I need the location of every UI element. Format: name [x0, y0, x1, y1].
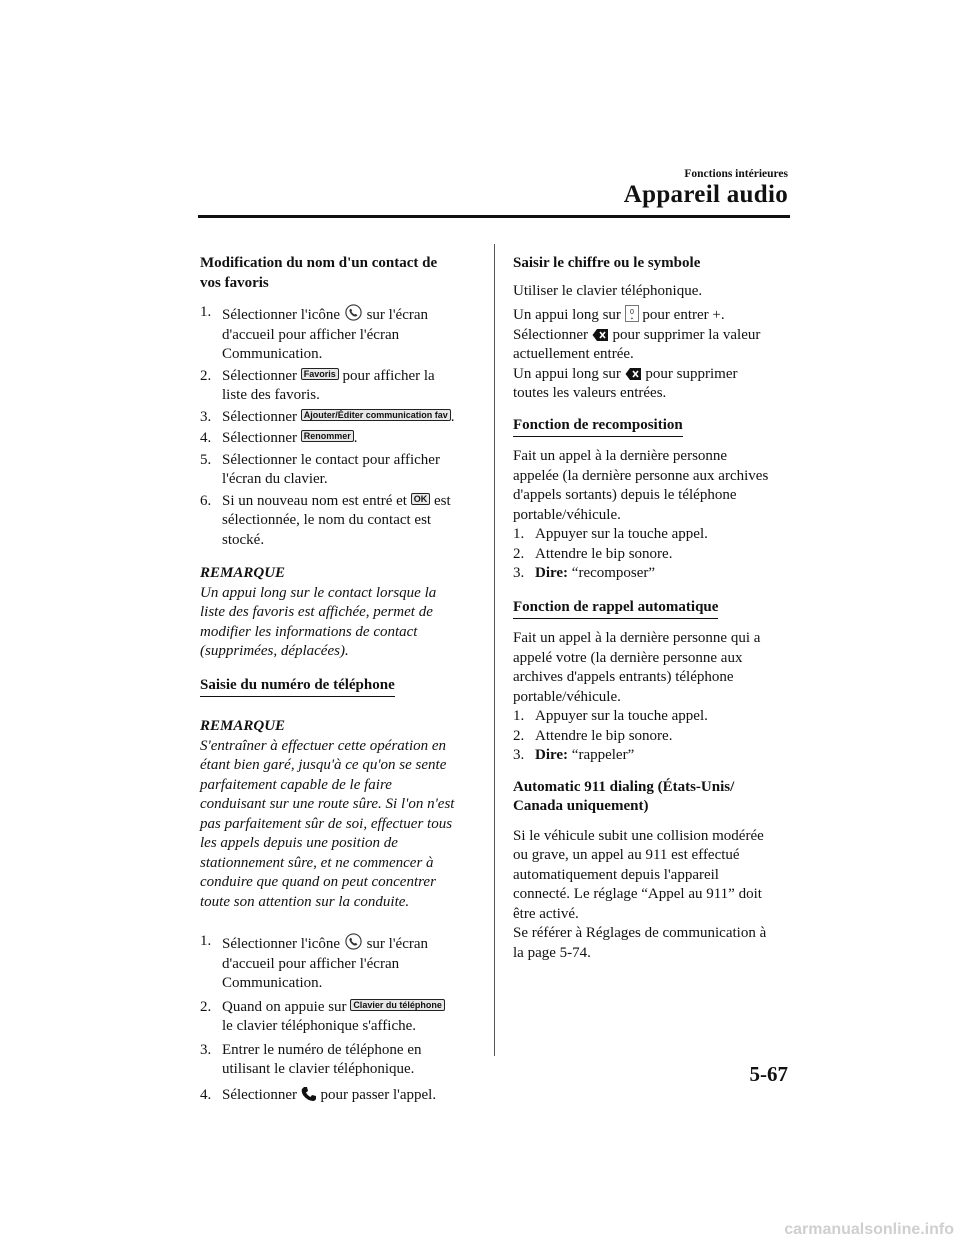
heading-auto-callback: Fonction de rappel automatique: [513, 598, 718, 620]
zero-key-icon: [625, 305, 639, 322]
note-title: REMARQUE: [200, 718, 286, 734]
ok-button[interactable]: OK: [411, 493, 431, 505]
heading-911-dialing: Automatic 911 dialing (États-Unis/ Canada uniquement): [513, 778, 735, 814]
step-2: 2. Sélectionner Favoris pour afficher la liste des favoris.: [200, 367, 435, 403]
left-column: [200, 254, 480, 1105]
column-divider: [494, 244, 495, 1056]
favoris-button[interactable]: Favoris: [301, 368, 339, 380]
add-edit-favorite-button[interactable]: Ajouter/Éditer communication fav: [301, 409, 451, 421]
step-1: 1. Sélectionner l'icône sur l'écran d'accueil pour afficher l'écran Communication.: [200, 304, 428, 362]
step-3: 3. Sélectionner Ajouter/Éditer communication fav .: [200, 408, 455, 425]
paragraph: Si le véhicule subit une collision modérée ou grave, un appel au 911 est effectué automatiquement depuis l'appareil connecté. Le réglage “Appel au 911” doit être activé. Se référer à Réglages de communication à la page 5-74.: [513, 827, 767, 961]
step-3: 3. Entrer le numéro de téléphone en utilisant le clavier téléphonique.: [200, 1041, 422, 1077]
page-number: 5-67: [749, 1062, 788, 1086]
step-6: 6. Si un nouveau nom est entré et OK est sélectionnée, le nom du contact est stocké.: [200, 492, 451, 548]
step-2: 2. Attendre le bip sonore.: [513, 727, 673, 744]
step-1: 1. Appuyer sur la touche appel.: [513, 526, 708, 542]
note-title: REMARQUE: [200, 565, 286, 581]
svg-text:+: +: [630, 316, 634, 322]
heading-rename-favorite: Modification du nom d'un contact de vos favoris: [200, 255, 438, 291]
step-1: 1. Appuyer sur la touche appel.: [513, 708, 708, 724]
communication-icon: [344, 303, 363, 322]
step-5: 5. Sélectionner le contact pour afficher l'écran du clavier.: [200, 451, 440, 487]
header-rule: [198, 215, 790, 218]
rename-button[interactable]: Renommer: [301, 430, 354, 442]
step-4: 4. Sélectionner Renommer .: [200, 430, 358, 446]
svg-text:0: 0: [629, 309, 634, 316]
step-2: 2. Attendre le bip sonore.: [513, 545, 673, 562]
communication-icon: [344, 932, 363, 951]
backspace-icon[interactable]: [625, 367, 642, 381]
section-label: Fonctions intérieures: [684, 168, 788, 180]
step-3: 3. Dire: “rappeler”: [513, 747, 635, 763]
paragraph: Utiliser le clavier téléphonique.: [513, 282, 703, 299]
paragraph: Un appui long sur 0 + pour entrer +. Sélectionner pour supprimer la valeur actuellement entrée. Un appui long sur pour supprimer toutes les valeurs entrées.: [513, 307, 761, 401]
step-3: 3. Dire: “recomposer”: [513, 565, 656, 581]
step-4: 4. Sélectionner pour passer l'appel.: [200, 1086, 437, 1103]
watermark: carmanualsonline.info: [784, 1221, 954, 1238]
note-body: S'entraîner à effectuer cette opération en étant bien garé, jusqu'à ce qu'on se sente parfaitement capable de le faire conduisant sur une route sûre. Si l'on n'est pas parfaitement sûr de soi, effectuer tous les appels depuis une position de stationnement sûre, et ne commencer à conduire que quand on peut concentrer toute son attention sur la conduite.: [200, 737, 455, 910]
step-2: 2. Quand on appuie sur Clavier du téléphone le clavier téléphonique s'affiche.: [200, 998, 480, 1037]
backspace-icon[interactable]: [592, 328, 609, 342]
paragraph: Fait un appel à la dernière personne appelée (la dernière personne aux archives d'appels sortants) depuis le téléphone portable/véhicule.: [513, 448, 769, 523]
step-1: 1. Sélectionner l'icône sur l'écran d'accueil pour afficher l'écran Communication.: [200, 933, 428, 991]
call-icon[interactable]: [301, 1086, 317, 1102]
right-column: [513, 254, 793, 963]
phone-keypad-button[interactable]: Clavier du téléphone: [350, 999, 445, 1011]
page-title: Appareil audio: [623, 181, 788, 208]
heading-digit-symbol: Saisir le chiffre ou le symbole: [513, 255, 701, 271]
heading-phone-number-entry: Saisie du numéro de téléphone: [200, 676, 395, 698]
paragraph: Fait un appel à la dernière personne qui a appelé votre (la dernière personne aux archives d'appels entrants) téléphone portable/véhicule.: [513, 630, 761, 705]
note-body: Un appui long sur le contact lorsque la liste des favoris est affichée, permet de modifier les informations de contact (supprimées, déplacées).: [200, 584, 437, 659]
heading-redial: Fonction de recomposition: [513, 416, 683, 438]
